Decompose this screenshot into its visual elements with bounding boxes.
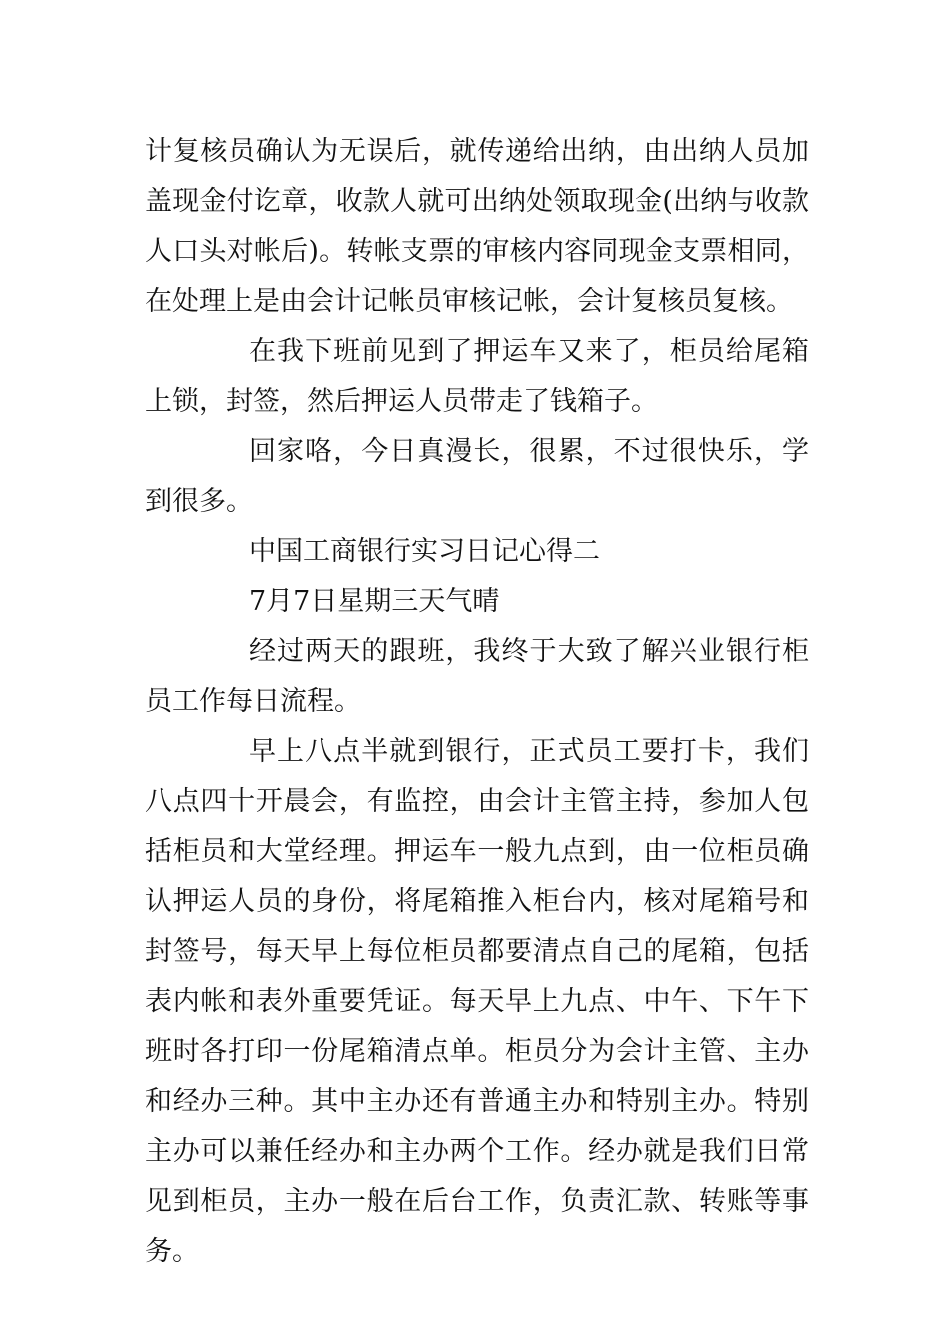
- paragraph-6: 经过两天的跟班，我终于大致了解兴业银行柜员工作每日流程。: [145, 636, 809, 717]
- section-title: 中国工商银行实习日记心得二: [249, 536, 600, 567]
- paragraph-7: 早上八点半就到银行，正式员工要打卡，我们八点四十开晨会，有监控，由会计主管主持，参加人包括柜员和大堂经理。押运车一般九点到，由一位柜员确认押运人员的身份，将尾箱推入柜台内，核对尾箱号和封签号，每天早上每位柜员都要清点自己的尾箱，包括表内帐和表外重要凭证。每天早上九点、中午、下午下班时各打印一份尾箱清点单。柜员分为会计主管、主办和经办三种。其中主办还有普通主办和特别主办。特别主办可以兼任经办和主办两个工作。经办就是我们日常见到柜员，主办一般在后台工作，负责汇款、转账等事务。: [145, 736, 809, 1267]
- diary-date: 7月7日星期三天气晴: [249, 586, 500, 617]
- paragraph-2: 在我下班前见到了押运车又来了，柜员给尾箱上锁，封签，然后押运人员带走了钱箱子。: [145, 336, 809, 417]
- document-body: [145, 127, 809, 1277]
- paragraph-1: 计复核员确认为无误后，就传递给出纳，由出纳人员加盖现金付讫章，收款人就可出纳处领取现金(出纳与收款人口头对帐后)。转帐支票的审核内容同现金支票相同，在处理上是由会计记帐员审核记帐，会计复核员复核。: [145, 136, 809, 317]
- paragraph-3: 回家咯，今日真漫长，很累，不过很快乐，学到很多。: [145, 436, 809, 517]
